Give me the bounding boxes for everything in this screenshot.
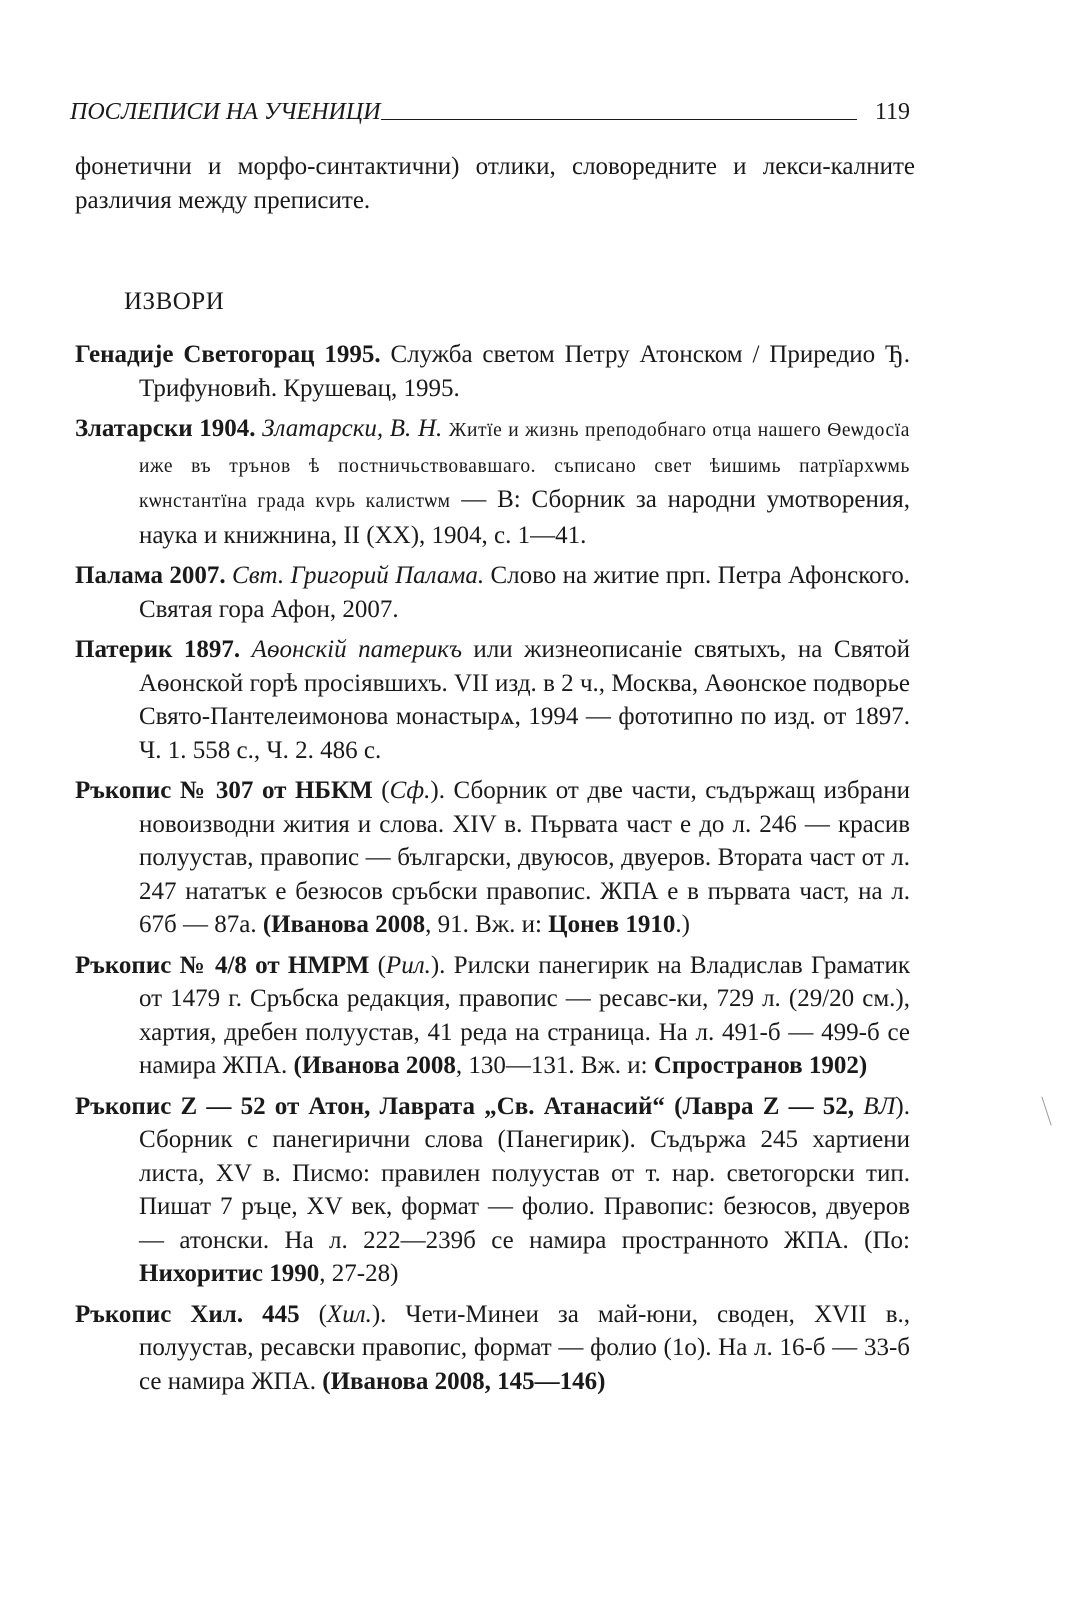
reference-siglum: Рил.: [385, 951, 431, 979]
reference-author: Златарски, В. Н.: [262, 415, 443, 442]
reference-entry: [75, 949, 910, 1083]
reference-text: ). Сборник от две части, съдържащ избрани новоизводни жития и слова. XIV в. Първата част е до л. 246 — красив полуустав, правопис — български, двуюсов, двуеров. Втората част от л. 247 нататък е безюсов сръбски правопис. ЖПА е в първата част, на л. 67б — 87а.: [139, 777, 910, 938]
reference-author: Свт. Григорий Палама.: [232, 562, 485, 589]
section-title: ИЗВОРИ: [124, 288, 225, 315]
reference-key: Ръкопис № 4/8 от НМРМ: [75, 951, 370, 979]
reference-text: [442, 415, 449, 442]
reference-entry: [75, 1298, 910, 1399]
reference-citation: (Иванова 2008, 145—146): [322, 1367, 606, 1395]
reference-text: (: [372, 777, 390, 804]
reference-citation: Цонев 1910: [548, 911, 676, 938]
reference-text: или жизнеописаніе святыхъ, на Святой Аѳонской горѣ просіявшихъ. VII изд. в 2 ч., Москва, Аѳонское подворье Свято-Пантелеимонова монастырѧ, 1994 — фототипно по изд. от 1897. Ч. 1. 558 с., Ч. 2. 486 с.: [139, 636, 911, 764]
reference-entry: [75, 412, 910, 552]
reference-citation: Нихоритис 1990: [139, 1260, 320, 1287]
page-number: 119: [874, 99, 910, 125]
reference-key: Генадије Светогорац 1995.: [75, 341, 381, 368]
reference-text: Служба светом Петру Атонском / Приредио Ђ. Трифуновић. Крушевац, 1995.: [139, 341, 910, 402]
reference-key: Патерик 1897.: [75, 636, 241, 663]
reference-title: Аѳонскій патерикъ: [251, 636, 462, 663]
reference-entry: [75, 338, 910, 405]
reference-text: (: [369, 951, 386, 979]
intro-paragraph: фонетични и морфо-синтактични) отлики, словоредните и лекси-калните различия между преписите.: [75, 153, 915, 214]
reference-text: ). Сборник с панегирични слова (Панегирик). Съдържа 245 хартиени листа, XV в. Писмо: правилен полуустав от т. нар. светогорски тип. Пишат 7 ръце, XV век, формат — фолио. Правопис: безюсов, двуеров — атонски. На л. 222—239б се намира пространното ЖПА. (По:: [139, 1092, 910, 1254]
header-rule: [381, 119, 857, 120]
reference-text: ). Рилски панегирик на Владислав Граматик от 1479 г. Сръбска редакция, правопис — ресавс-ки, 729 л. (29/20 см.), хартия, дребен полуустав, 41 реда на страница. На л. 491-б — 499-б се намира ЖПА.: [139, 951, 911, 1079]
reference-old-title: Житїе и жизнь преподобнаго отца нашего Ѳеѡдосїа иже въ трънов ѣ постничьствовавшаго. съписано свет ѣишимь патрїархѡмь кѡнстантїна града кvрь калистѡм: [139, 420, 911, 512]
reference-key: Ръкопис Z — 52 от Атон, Лаврата „Св. Атанасий“: [75, 1092, 665, 1120]
reference-citation: (Иванова 2008: [262, 911, 426, 938]
reference-entry: [75, 774, 910, 942]
reference-key: Ръкопис Хил. 445: [75, 1300, 300, 1328]
reference-text: .): [675, 911, 690, 938]
reference-siglum-bold: (Лавра Z — 52,: [674, 1092, 855, 1120]
reference-text: Слово на житие прп. Петра Афонского. Святая гора Афон, 2007.: [139, 562, 910, 623]
reference-text: , 27-28): [319, 1260, 399, 1287]
reference-text: [854, 1093, 863, 1120]
reference-key: Палама 2007.: [75, 562, 226, 589]
running-head: [70, 90, 910, 126]
reference-citation: (Иванова 2008: [293, 1052, 456, 1079]
reference-citation: Спространов 1902): [653, 1052, 868, 1079]
reference-text: [665, 1093, 674, 1120]
reference-key: Ръкопис № 307 от НБКМ: [75, 777, 373, 804]
reference-entry: [75, 633, 910, 767]
reference-text: ). Чети-Минеи за май-юни, своден, XVII в., полуустав, ресавски правопис, формат — фолио (1о). На л. 16-б — 33-б се намира ЖПА.: [139, 1300, 911, 1395]
reference-text: , 91. Вж. и:: [425, 911, 549, 938]
reference-text: [240, 636, 252, 663]
reference-key: Златарски 1904.: [75, 415, 256, 442]
scan-artifact-mark: [1041, 1097, 1051, 1126]
reference-text: (: [299, 1300, 327, 1328]
running-title: ПОСЛЕПИСИ НА УЧЕНИЦИ: [70, 99, 381, 125]
references-list: [75, 338, 910, 1405]
reference-text: — В: Сборник за народни умотворения, наука и книжнина, II (XX), 1904, с. 1—41.: [139, 486, 910, 549]
reference-entry: [75, 1090, 910, 1291]
reference-entry: [75, 559, 910, 626]
reference-siglum: Хил.: [326, 1300, 372, 1328]
reference-siglum: Сф.: [389, 777, 431, 804]
reference-text: , 130—131. Вж. и:: [455, 1052, 654, 1079]
reference-siglum: ВЛ: [863, 1092, 896, 1120]
